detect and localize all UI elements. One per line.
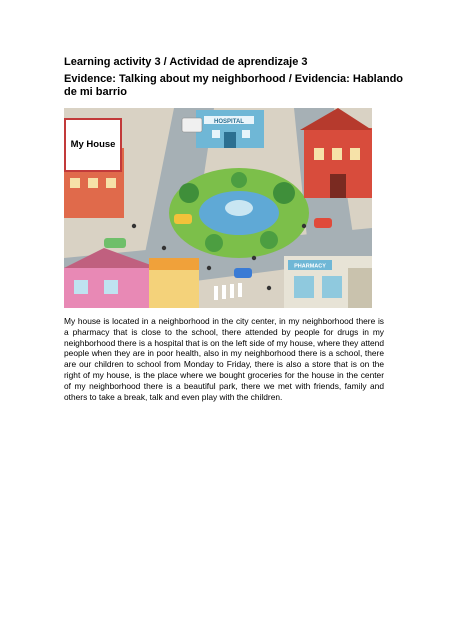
body-paragraph: My house is located in a neighborhood in the city center, in my neighborhood there is a pharmacy that is close to the school, there attended by people for drugs in my neighborhood there is a hospital that is on the left side of my house, where they attend people when they are in poor health, also in my neighborhood there is a school, there are our children to school from Monday to Friday, there is also a store that is on the right of my house, is the place where we bought groceries for the house in the center of my neighborhood there is a beautiful park, there we met with friends, family and others to take a break, talk and even play with the children. bbox=[64, 316, 384, 402]
evidence-heading: Evidence: Talking about my neighborhood / Evidencia: Hablando de mi barrio bbox=[64, 73, 404, 98]
pharmacy-sign: PHARMACY bbox=[294, 263, 326, 270]
my-house-label bbox=[64, 118, 122, 172]
hospital-sign: HOSPITAL bbox=[214, 119, 244, 125]
my-house-label-text: My House bbox=[70, 139, 116, 150]
activity-heading: Learning activity 3 / Actividad de aprendizaje 3 bbox=[64, 56, 308, 68]
